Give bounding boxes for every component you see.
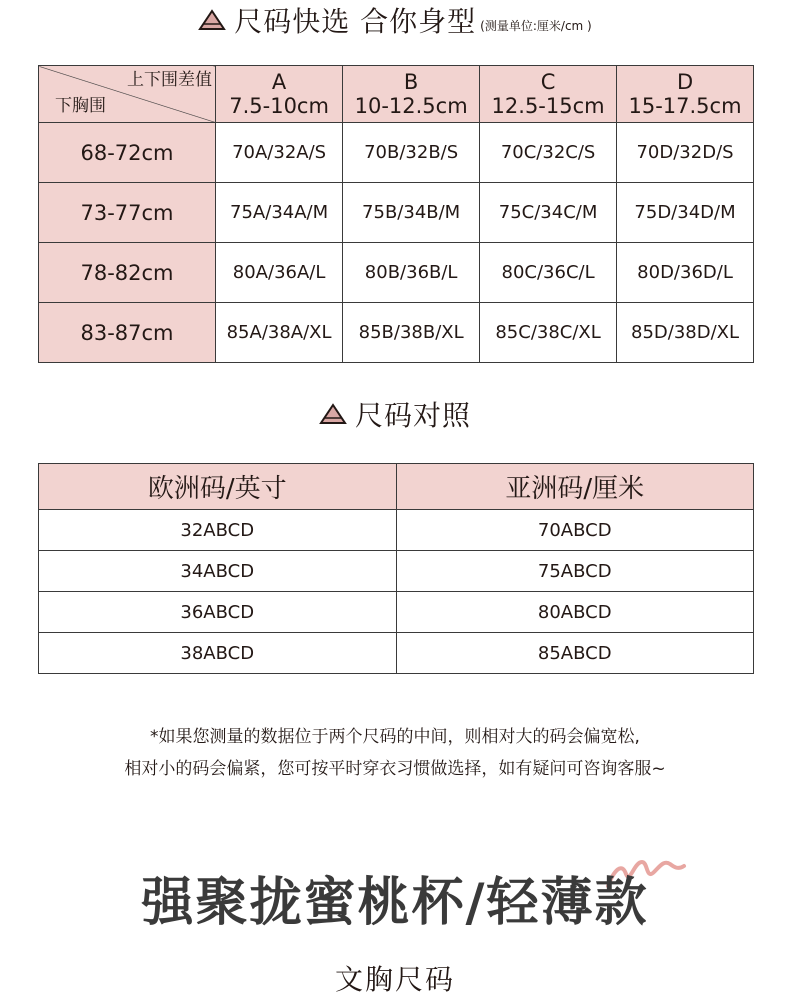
- section-title: 尺码快选 合你身型: [234, 5, 477, 38]
- size-cell: 75B/34B/M: [343, 183, 480, 243]
- size-cell: 80B/36B/L: [343, 243, 480, 303]
- asia-size-cell: 80ABCD: [396, 592, 754, 633]
- size-cell: 70B/32B/S: [343, 123, 480, 183]
- size-selection-table: [38, 65, 754, 363]
- eu-size-cell: 32ABCD: [39, 510, 397, 551]
- column-header-asia: 亚洲码/厘米: [396, 464, 754, 510]
- product-title: 强聚拢蜜桃杯/轻薄款: [141, 873, 649, 933]
- row-header: 73-77cm: [39, 183, 216, 243]
- column-header-b: [343, 66, 480, 123]
- size-cell: 85B/38B/XL: [343, 303, 480, 363]
- asia-size-cell: 70ABCD: [396, 510, 754, 551]
- size-cell: 80C/36C/L: [480, 243, 617, 303]
- cup-range: 15-17.5cm: [628, 94, 742, 118]
- measurement-note-line-1: *如果您测量的数据位于两个尺码的中间，则相对大的码会偏宽松,: [150, 727, 640, 747]
- size-cell: 80A/36A/L: [216, 243, 343, 303]
- product-subtitle: 文胸尺码: [334, 963, 455, 996]
- row-header: 68-72cm: [39, 123, 216, 183]
- unit-note: (测量单位:厘米/cm ): [480, 18, 592, 33]
- table-row: [39, 633, 754, 674]
- table-row: [39, 243, 754, 303]
- cup-letter: A: [271, 70, 287, 94]
- size-cell: 80D/36D/L: [617, 243, 754, 303]
- size-cell: 75D/34D/M: [617, 183, 754, 243]
- eu-size-cell: 38ABCD: [39, 633, 397, 674]
- eu-size-cell: 36ABCD: [39, 592, 397, 633]
- corner-bottom-label: 下胸围: [55, 96, 106, 116]
- table-row: [39, 510, 754, 551]
- row-header: 78-82cm: [39, 243, 216, 303]
- size-comparison-title: [0, 394, 790, 434]
- size-quick-select-title: [0, 0, 790, 40]
- size-cell: 75C/34C/M: [480, 183, 617, 243]
- triangle-icon: [319, 403, 347, 425]
- corner-header: [39, 66, 216, 123]
- cup-range: 10-12.5cm: [354, 94, 468, 118]
- column-header-a: [216, 66, 343, 123]
- cup-letter: B: [403, 70, 419, 94]
- column-header-d: [617, 66, 754, 123]
- table-row: [39, 123, 754, 183]
- cup-range: 12.5-15cm: [491, 94, 605, 118]
- section-title: 尺码对照: [354, 399, 471, 432]
- table-row: [39, 183, 754, 243]
- size-cell: 85C/38C/XL: [480, 303, 617, 363]
- column-header-eu: 欧洲码/英寸: [39, 464, 397, 510]
- asia-size-cell: 75ABCD: [396, 551, 754, 592]
- size-comparison-table: [38, 463, 754, 674]
- measurement-note-line-2: 相对小的码会偏紧，您可按平时穿衣习惯做选择，如有疑问可咨询客服~: [124, 759, 666, 779]
- eu-size-cell: 34ABCD: [39, 551, 397, 592]
- asia-size-cell: 85ABCD: [396, 633, 754, 674]
- size-cell: 75A/34A/M: [216, 183, 343, 243]
- size-cell: 70D/32D/S: [617, 123, 754, 183]
- corner-top-label: 上下围差值: [127, 70, 212, 90]
- row-header: 83-87cm: [39, 303, 216, 363]
- table-row: [39, 551, 754, 592]
- size-cell: 70A/32A/S: [216, 123, 343, 183]
- cup-letter: C: [540, 70, 556, 94]
- size-cell: 70C/32C/S: [480, 123, 617, 183]
- cup-letter: D: [676, 70, 694, 94]
- size-cell: 85D/38D/XL: [617, 303, 754, 363]
- table-row: [39, 592, 754, 633]
- cup-range: 7.5-10cm: [229, 94, 329, 118]
- column-header-c: [480, 66, 617, 123]
- triangle-icon: [198, 9, 226, 31]
- size-cell: 85A/38A/XL: [216, 303, 343, 363]
- table-row: [39, 303, 754, 363]
